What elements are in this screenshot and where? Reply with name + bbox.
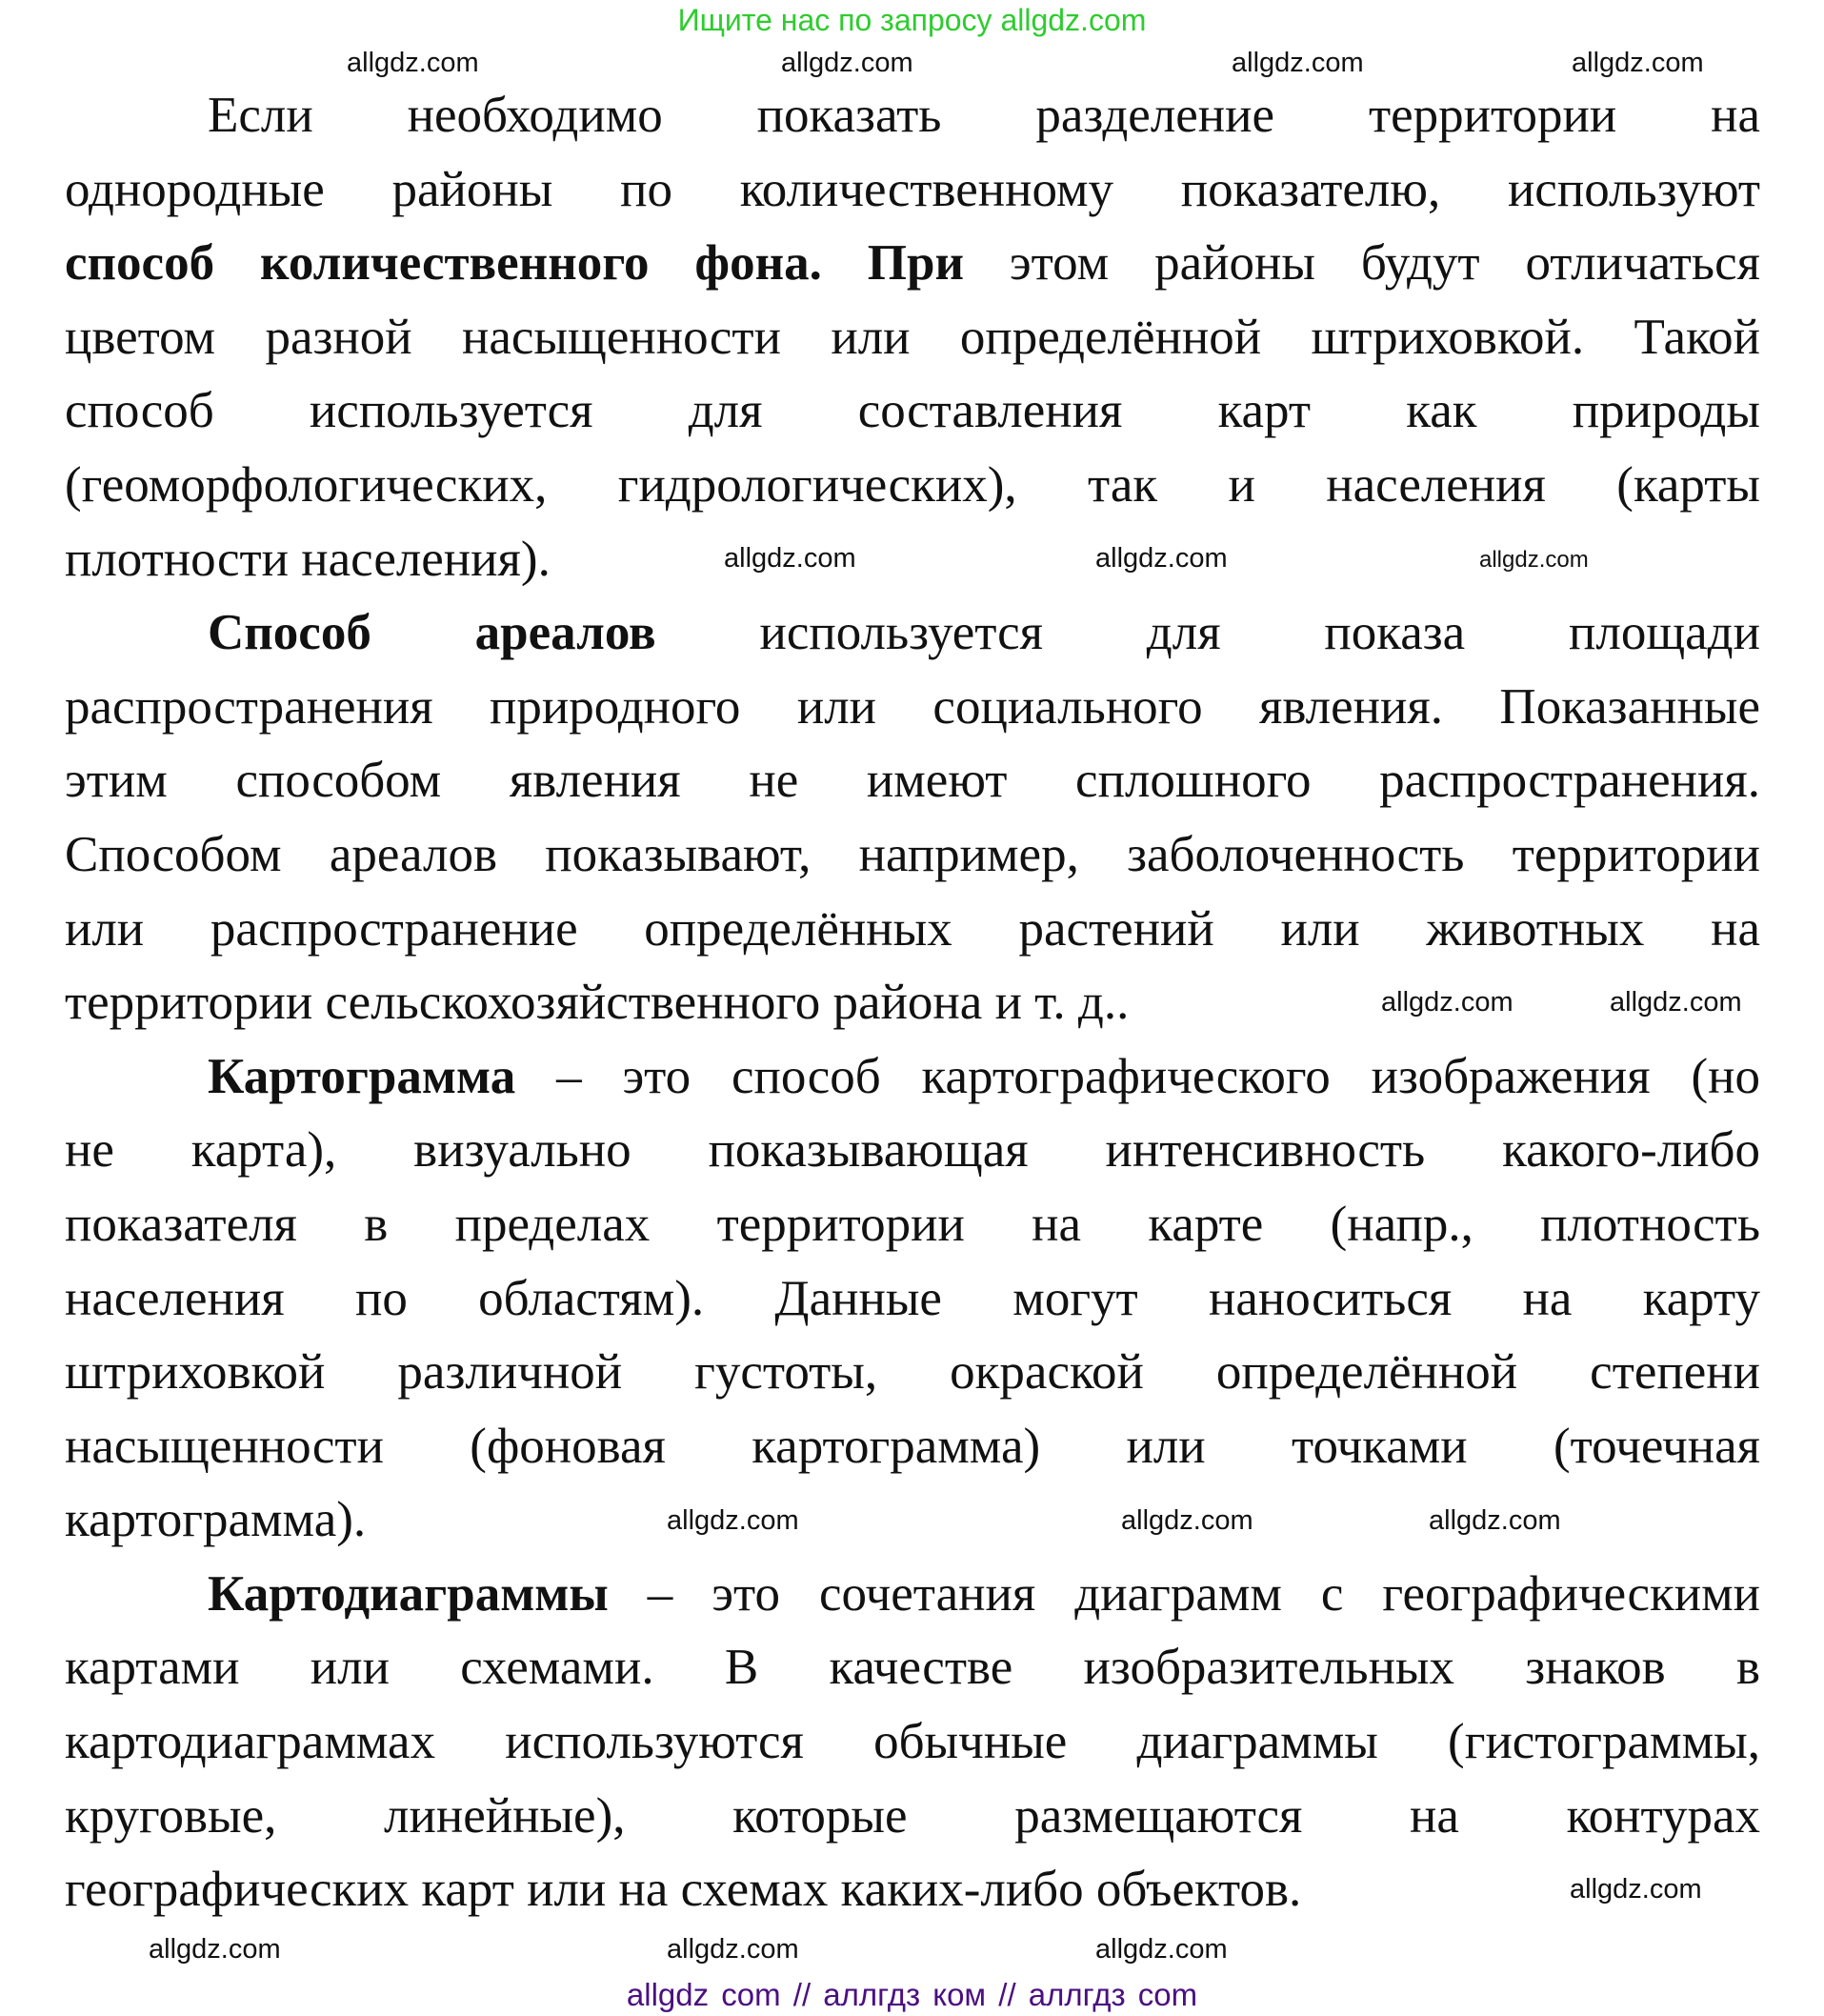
text-segment: картами или схемами. В качестве изобразительных знаков в xyxy=(65,1640,1760,1696)
text-line xyxy=(65,153,1760,228)
text-segment: или распространение определённых растений или животных на xyxy=(65,900,1760,957)
text-line xyxy=(65,744,1760,818)
watermark: allgdz.com xyxy=(149,1934,281,1965)
text-line xyxy=(65,1631,1760,1705)
text-line xyxy=(65,227,1760,301)
text-segment: картодиаграммах используются обычные диаграммы (гистограммы, xyxy=(65,1714,1760,1770)
text-segment: распространения природного или социального явления. Показанные xyxy=(65,678,1760,735)
text-line xyxy=(65,1410,1760,1484)
watermark: allgdz.com xyxy=(781,48,913,78)
text-line xyxy=(65,1262,1760,1337)
footer-links: allgdz com // аллгдз ком // аллгдз com xyxy=(626,1977,1198,2012)
text-segment: населения по областям). Данные могут наноситься на карту xyxy=(65,1270,1760,1326)
watermark: allgdz.com xyxy=(667,1934,799,1965)
text-segment: круговые, линейные), которые размещаются на контурах xyxy=(65,1787,1760,1844)
text-segment: этим способом явления не имеют сплошного распространения. xyxy=(65,753,1760,809)
text-segment: способ используется для составления карт как природы xyxy=(65,383,1760,439)
text-segment: Если необходимо показать разделение территории на xyxy=(208,88,1760,143)
text-segment: цветом разной насыщенности или определённой штриховкой. Такой xyxy=(65,309,1760,365)
watermark: allgdz.com xyxy=(1572,48,1704,78)
watermark: allgdz.com xyxy=(1570,1874,1702,1905)
text-segment: этом районы будут отличаться xyxy=(964,235,1760,292)
text-line xyxy=(65,1188,1760,1262)
text-line xyxy=(65,1336,1760,1410)
text-segment: штриховкой различной густоты, окраской определённой степени xyxy=(65,1344,1760,1401)
text-line xyxy=(65,1114,1760,1188)
text-line xyxy=(65,1040,1760,1115)
watermark: allgdz.com xyxy=(667,1505,799,1536)
bold-term: способ количественного фона. При xyxy=(65,235,965,292)
watermark: allgdz.com xyxy=(724,543,856,574)
text-segment: – это сочетания диаграмм с географическими xyxy=(608,1565,1760,1622)
watermark: allgdz.com xyxy=(1479,547,1589,573)
watermark: allgdz.com xyxy=(1232,48,1364,78)
text-line xyxy=(65,596,1760,671)
bold-term: Картограмма xyxy=(208,1048,516,1104)
text-segment: насыщенности (фоновая картограмма) или точками (точечная xyxy=(65,1418,1760,1474)
watermark: allgdz.com xyxy=(1095,543,1228,574)
search-hint-banner: Ищите нас по запросу allgdz.com xyxy=(677,3,1147,37)
text-line xyxy=(65,1780,1760,1854)
watermark: allgdz.com xyxy=(1095,1934,1228,1965)
bold-term: Картодиаграммы xyxy=(208,1565,609,1622)
bold-term: Способ ареалов xyxy=(208,605,656,661)
text-segment: картограмма). xyxy=(65,1492,367,1548)
text-segment: используется для показа площади xyxy=(655,605,1760,661)
text-line xyxy=(65,1853,1760,1927)
watermark: allgdz.com xyxy=(1429,1505,1561,1536)
text-line xyxy=(65,818,1760,893)
text-segment: (геоморфологических, гидрологических), так и населения (карты xyxy=(65,456,1760,513)
text-segment: не карта), визуально показывающая интенсивность какого-либо xyxy=(65,1122,1760,1179)
text-line xyxy=(65,449,1760,523)
text-segment: плотности населения). xyxy=(65,531,551,587)
watermark: allgdz.com xyxy=(1121,1505,1253,1536)
text-line xyxy=(65,301,1760,375)
text-segment: показателя в пределах территории на карте (напр., плотность xyxy=(65,1196,1760,1252)
text-line xyxy=(65,1558,1760,1632)
text-line xyxy=(65,893,1760,967)
text-segment: однородные районы по количественному показателю, используют xyxy=(65,161,1760,217)
watermark: allgdz.com xyxy=(1610,987,1742,1018)
text-segment: географических карт или на схемах каких-либо объектов. xyxy=(65,1862,1302,1918)
text-line xyxy=(65,374,1760,449)
text-line xyxy=(65,671,1760,745)
text-segment: Способом ареалов показывают, например, заболоченность территории xyxy=(65,826,1760,882)
watermark: allgdz.com xyxy=(347,48,479,78)
watermark: allgdz.com xyxy=(1381,987,1513,1018)
text-line xyxy=(65,1705,1760,1780)
text-segment: – это способ картографического изображения (но xyxy=(515,1048,1760,1104)
text-line xyxy=(65,79,1760,153)
text-segment: территории сельскохозяйственного района и т. д.. xyxy=(65,975,1130,1031)
